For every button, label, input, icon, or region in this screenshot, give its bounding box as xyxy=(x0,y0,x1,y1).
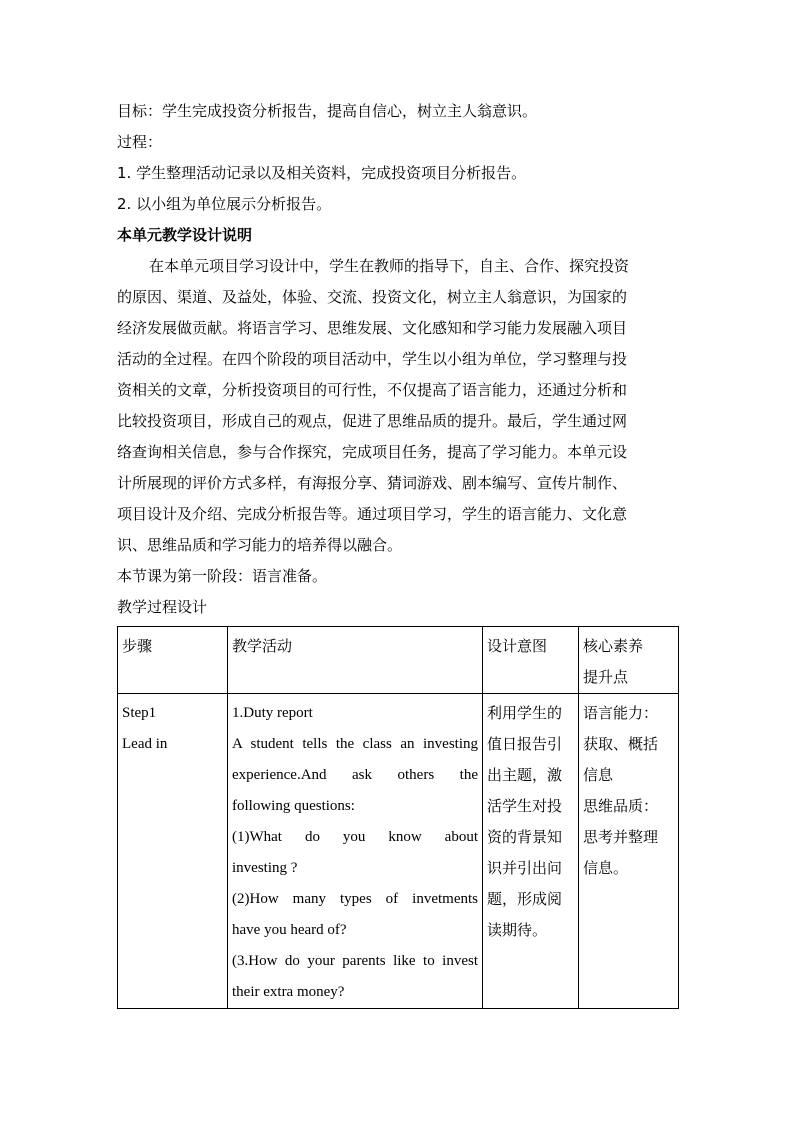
activity-line: investing ? xyxy=(232,860,298,876)
paragraph-line: 项目设计及介绍、完成分析报告等。通过项目学习，学生的语言能力、文化意 xyxy=(117,505,628,523)
process-step-1: 1. 学生整理活动记录以及相关资料，完成投资项目分析报告。 xyxy=(117,164,527,182)
header-intent xyxy=(483,627,579,694)
core-cell xyxy=(579,694,679,1009)
header-step-label: 步骤 xyxy=(122,637,153,655)
paragraph-line: 识、思维品质和学习能力的培养得以融合。 xyxy=(117,536,403,554)
intent-line: 识并引出问 xyxy=(487,859,563,877)
table-row xyxy=(118,694,679,1009)
step-line: Lead in xyxy=(122,736,168,752)
core-line: 语言能力： xyxy=(583,704,659,722)
paragraph-line: 资相关的文章，分析投资项目的可行性，不仅提高了语言能力，还通过分析和 xyxy=(117,381,628,399)
activity-line: 1.Duty report xyxy=(232,705,313,721)
activity-line: A student tells the class an investing xyxy=(232,736,478,752)
intent-line: 题，形成阅 xyxy=(487,890,563,908)
section-heading: 本单元教学设计说明 xyxy=(117,226,253,244)
activity-cell xyxy=(228,694,483,1009)
header-step xyxy=(118,627,228,694)
paragraph-line: 活动的全过程。在四个阶段的项目活动中，学生以小组为单位，学习整理与投 xyxy=(117,350,628,368)
header-core-line: 提升点 xyxy=(583,668,629,686)
activity-line: (3.How do your parents like to invest xyxy=(232,953,478,969)
intent-line: 出主题，激 xyxy=(487,766,563,784)
activity-line: experience.And ask others the xyxy=(232,767,478,783)
intent-line: 读期待。 xyxy=(487,921,548,939)
table-title: 教学过程设计 xyxy=(117,598,208,616)
header-intent-label: 设计意图 xyxy=(487,637,548,655)
process-label: 过程： xyxy=(117,133,163,151)
document-body xyxy=(117,96,677,623)
header-core-line: 核心素养 xyxy=(583,637,644,655)
header-core xyxy=(579,627,679,694)
goal-line: 目标：学生完成投资分析报告，提高自信心，树立主人翁意识。 xyxy=(117,102,538,120)
intent-line: 值日报告引 xyxy=(487,735,563,753)
paragraph-line: 的原因、渠道、及益处，体验、交流、投资文化，树立主人翁意识，为国家的 xyxy=(117,288,628,306)
intent-line: 利用学生的 xyxy=(487,704,563,722)
intent-line: 活学生对投 xyxy=(487,797,563,815)
paragraph-line: 在本单元项目学习设计中，学生在教师的指导下，自主、合作、探究投资 xyxy=(149,257,630,275)
teaching-process-table xyxy=(117,626,679,1009)
core-line: 思维品质： xyxy=(583,797,659,815)
activity-line: following questions: xyxy=(232,798,355,814)
step-cell xyxy=(118,694,228,1009)
step-line: Step1 xyxy=(122,705,157,721)
paragraph-line: 络查询相关信息，参与合作探究，完成项目任务，提高了学习能力。本单元设 xyxy=(117,443,628,461)
intent-cell xyxy=(483,694,579,1009)
activity-line: have you heard of? xyxy=(232,922,347,938)
design-paragraph xyxy=(117,251,673,561)
intent-line: 资的背景知 xyxy=(487,828,563,846)
activity-line: (2)How many types of invetments xyxy=(232,891,478,907)
core-line: 信息。 xyxy=(583,859,629,877)
activity-line: their extra money? xyxy=(232,984,345,1000)
paragraph-line: 比较投资项目，形成自己的观点，促进了思维品质的提升。最后，学生通过网 xyxy=(117,412,628,430)
table-header-row xyxy=(118,627,679,694)
core-line: 获取、概括 xyxy=(583,735,659,753)
paragraph-line: 经济发展做贡献。将语言学习、思维发展、文化感知和学习能力发展融入项目 xyxy=(117,319,628,337)
activity-line: (1)What do you know about xyxy=(232,829,478,845)
core-line: 信息 xyxy=(583,766,614,784)
header-activity-label: 教学活动 xyxy=(232,637,293,655)
header-activity xyxy=(228,627,483,694)
paragraph-line: 计所展现的评价方式多样，有海报分享、猜词游戏、剧本编写、宣传片制作、 xyxy=(117,474,628,492)
core-line: 思考并整理 xyxy=(583,828,659,846)
process-step-2: 2. 以小组为单位展示分析报告。 xyxy=(117,195,332,213)
stage-note: 本节课为第一阶段：语言准备。 xyxy=(117,567,328,585)
